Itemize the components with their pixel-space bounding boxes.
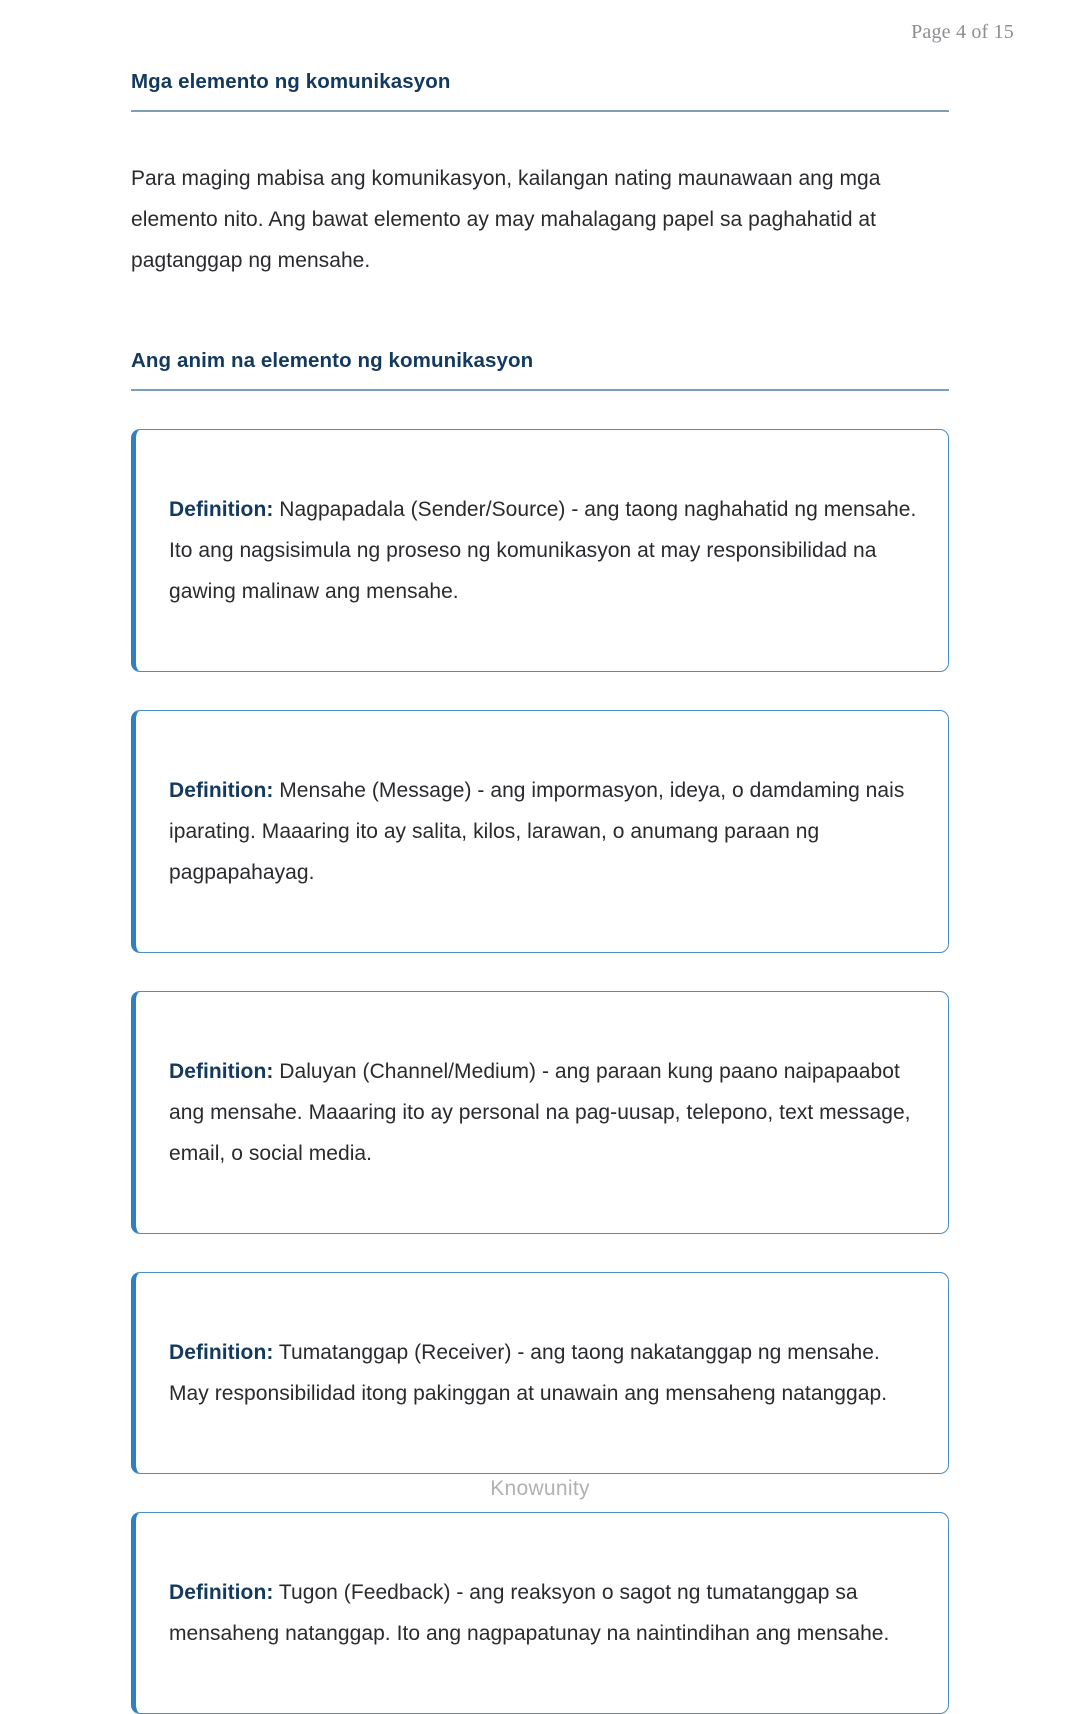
page-title: Mga elemento ng komunikasyon — [131, 70, 451, 93]
page-indicator: Page 4 of 15 — [911, 21, 1014, 43]
definition-body: Daluyan (Channel/Medium) - ang paraan kung paano naipapaabot ang mensahe. Maaaring ito ay personal na pag-uusap, telepono, text message, email, o social media. — [169, 1060, 911, 1165]
footer-brand: Knowunity — [490, 1477, 590, 1500]
section-block-elements — [131, 68, 949, 112]
definition-text — [169, 1051, 918, 1174]
definition-body: Mensahe (Message) - ang impormasyon, ideya, o damdaming nais iparating. Maaaring ito ay salita, kilos, larawan, o anumang paraan ng pagpapahayag. — [169, 779, 905, 884]
definition-card — [131, 710, 949, 953]
definition-label: Definition: — [169, 1341, 274, 1364]
definition-card-list — [131, 429, 949, 1714]
definition-body: Tumatanggap (Receiver) - ang taong nakatanggap ng mensahe. May responsibilidad itong pakinggan at unawain ang mensaheng natanggap. — [169, 1341, 888, 1405]
definition-text — [169, 770, 918, 893]
definition-card — [131, 991, 949, 1234]
section-block-six-elements — [131, 347, 949, 391]
definition-label: Definition: — [169, 1581, 274, 1604]
definition-label: Definition: — [169, 779, 274, 802]
heading-divider — [131, 110, 949, 112]
definition-text — [169, 1572, 918, 1654]
definition-label: Definition: — [169, 1060, 274, 1083]
definition-body: Tugon (Feedback) - ang reaksyon o sagot ng tumatanggap sa mensaheng natanggap. Ito ang nagpapatunay na naintindihan ang mensahe. — [169, 1581, 890, 1645]
definition-card — [131, 1512, 949, 1714]
definition-card — [131, 1272, 949, 1474]
definition-text — [169, 1332, 918, 1414]
heading-divider — [131, 389, 949, 391]
page-content — [131, 68, 949, 1714]
definition-text — [169, 489, 918, 612]
definition-body: Nagpapadala (Sender/Source) - ang taong naghahatid ng mensahe. Ito ang nagsisimula ng proseso ng komunikasyon at may responsibilidad na gawing malinaw ang mensahe. — [169, 498, 917, 603]
definition-card — [131, 429, 949, 672]
definition-label: Definition: — [169, 498, 274, 521]
intro-paragraph: Para maging mabisa ang komunikasyon, kailangan nating maunawaan ang mga elemento nito. Ang bawat elemento ay may mahalagang papel sa paghahatid at pagtanggap ng mensahe. — [131, 167, 881, 272]
section-title-six-elements: Ang anim na elemento ng komunikasyon — [131, 349, 534, 372]
